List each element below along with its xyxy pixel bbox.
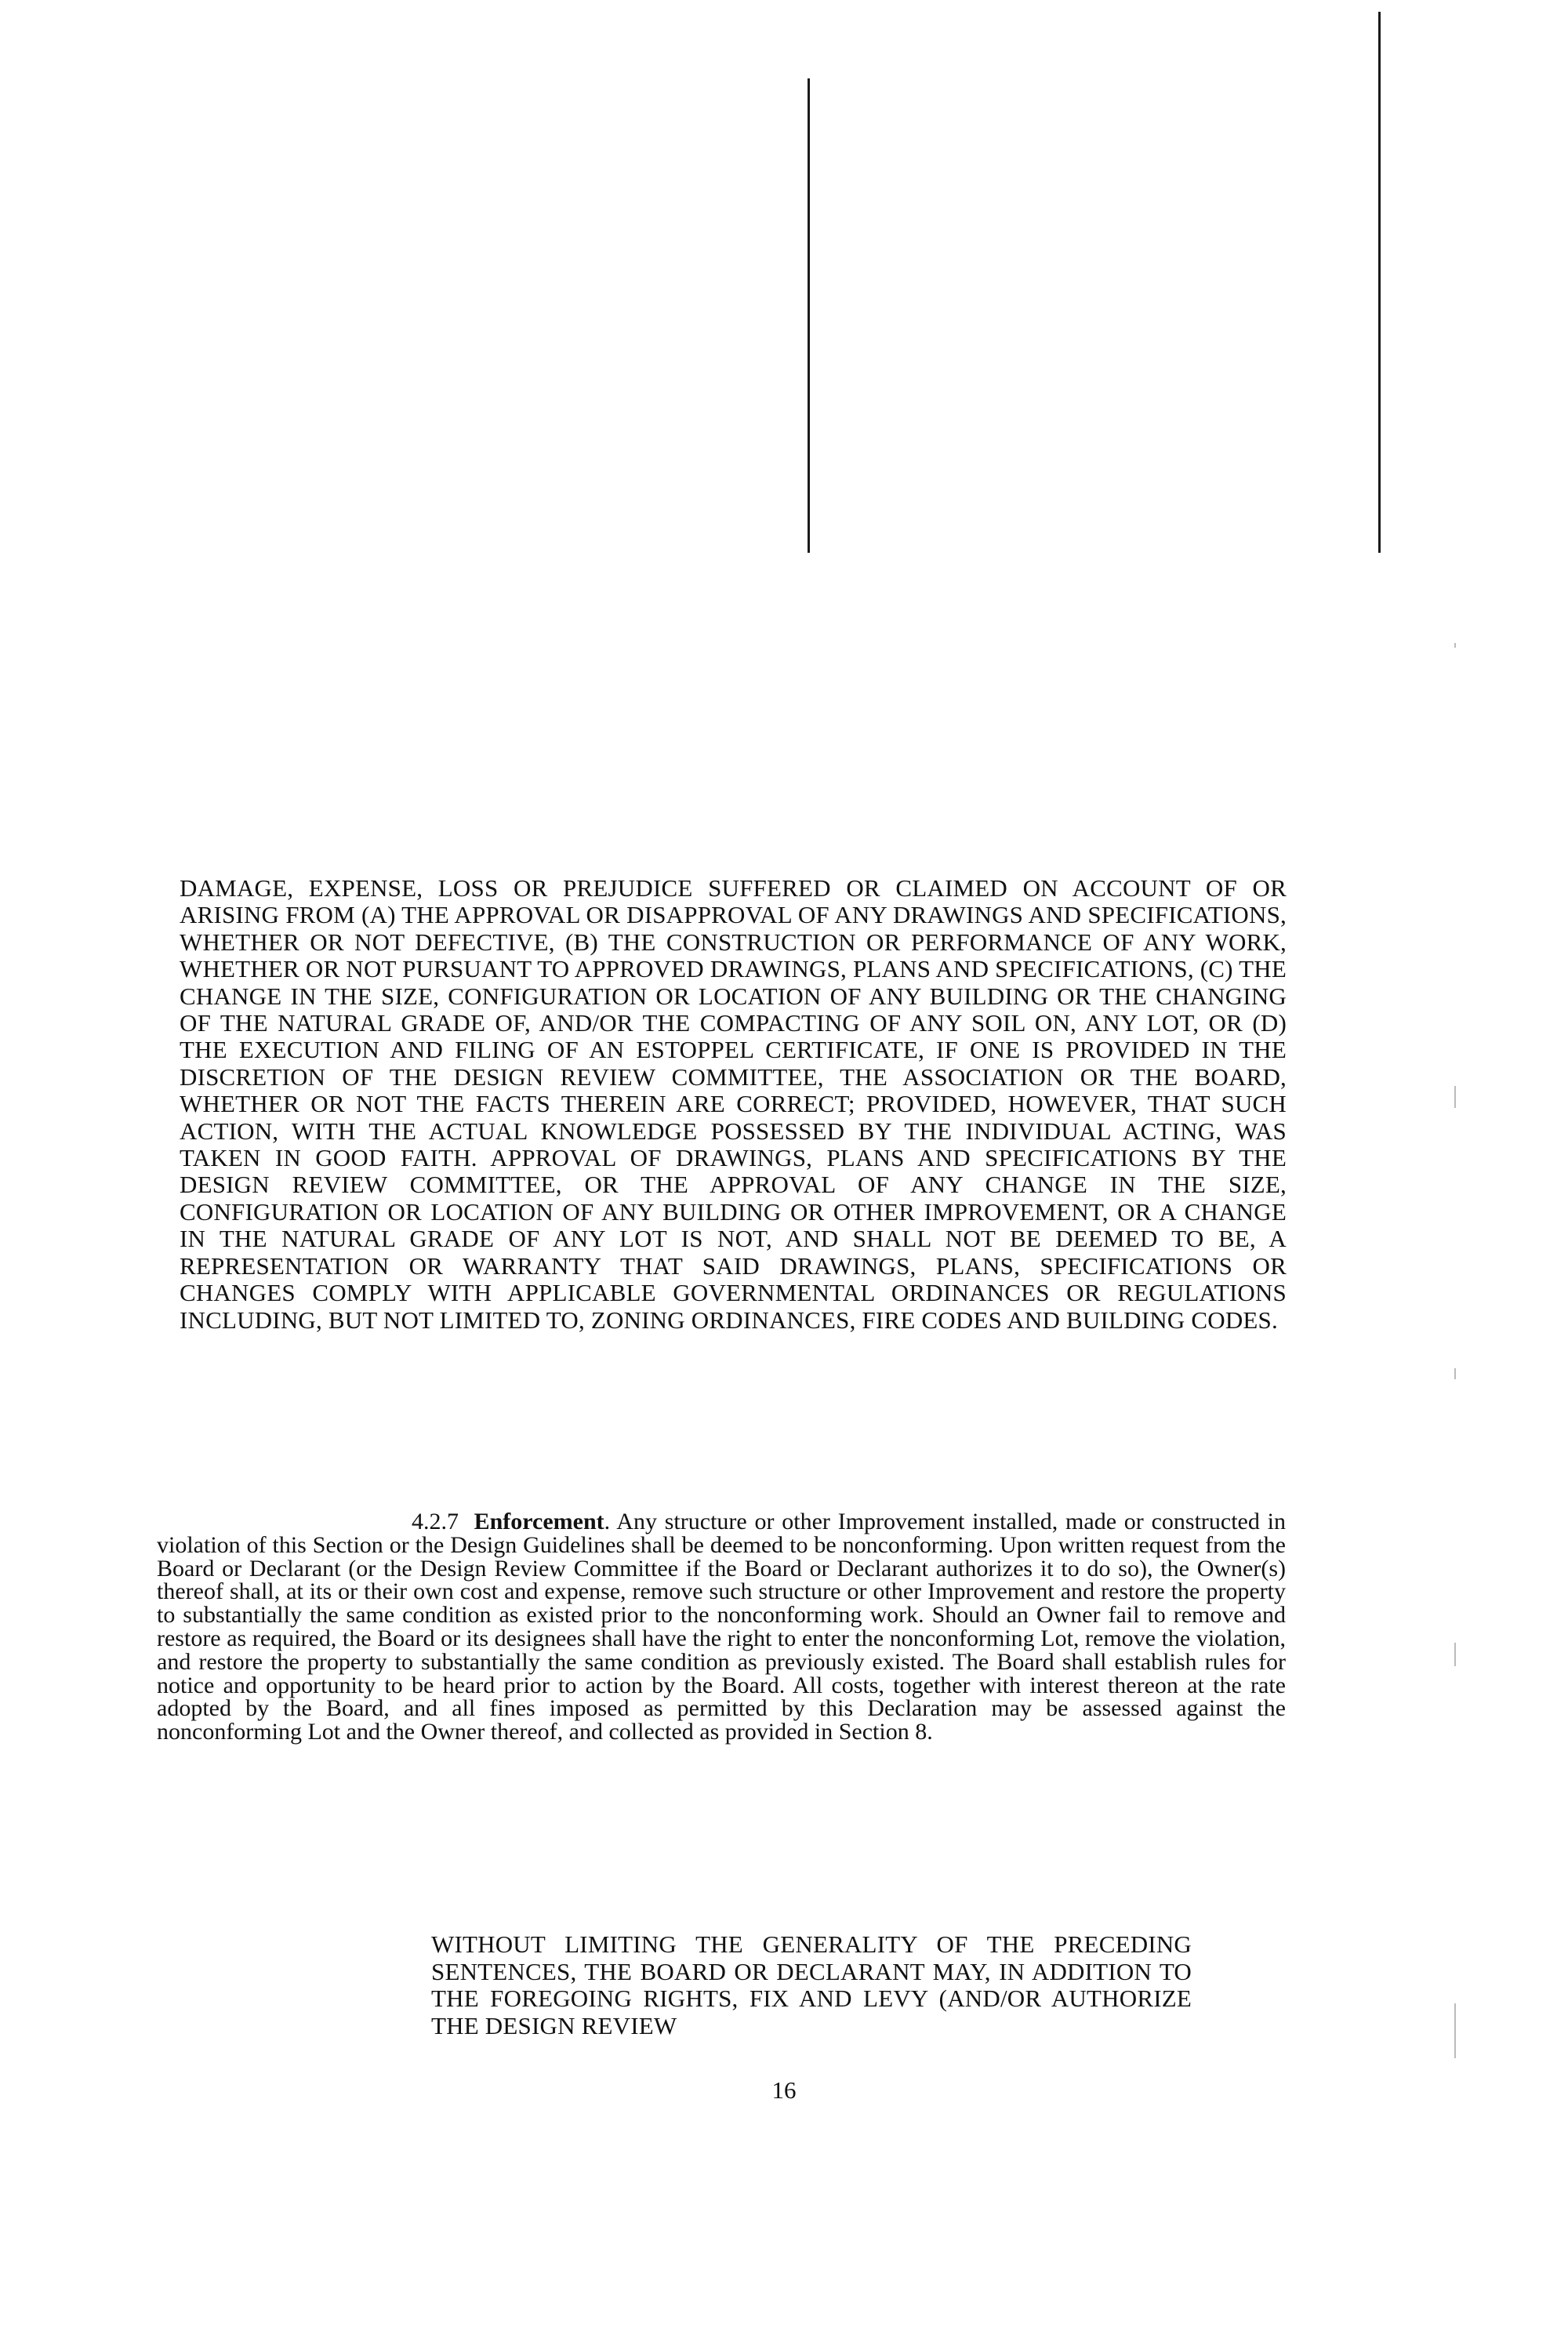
margin-speck [1454,1643,1456,1666]
page-number: 16 [771,2076,797,2104]
caps-paragraph: DAMAGE, EXPENSE, LOSS OR PREJUDICE SUFFERED OR CLAIMED ON ACCOUNT OF OR ARISING FROM (A) THE APPROVAL OR DISAPPROVAL OF ANY DRAWINGS AND SPECIFICATIONS, WHETHER OR NOT DEFECTIVE, (B) THE CONSTRUCTION OR PERFORMANCE OF ANY WORK, WHETHER OR NOT PURSUANT TO APPROVED DRAWINGS, PLANS AND SPECIFICATIONS, (C) THE CHANGE IN THE SIZE, CONFIGURATION OR LOCATION OF ANY BUILDING OR THE CHANGING OF THE NATURAL GRADE OF, AND/OR THE COMPACTING OF ANY SOIL ON, ANY LOT, OR (D) THE EXECUTION AND FILING OF AN ESTOPPEL CERTIFICATE, IF ONE IS PROVIDED IN THE DISCRETION OF THE DESIGN REVIEW COMMITTEE, THE ASSOCIATION OR THE BOARD, WHETHER OR NOT THE FACTS THEREIN ARE CORRECT; PROVIDED, HOWEVER, THAT SUCH ACTION, WITH THE ACTUAL KNOWLEDGE POSSESSED BY THE INDIVIDUAL ACTING, WAS TAKEN IN GOOD FAITH. APPROVAL OF DRAWINGS, PLANS AND SPECIFICATIONS BY THE DESIGN REVIEW COMMITTEE, OR THE APPROVAL OF ANY CHANGE IN THE SIZE, CONFIGURATION OR LOCATION OF ANY BUILDING OR OTHER IMPROVEMENT, OR A CHANGE IN THE NATURAL GRADE OF ANY LOT IS NOT, AND SHALL NOT BE DEEMED TO BE, A REPRESENTATION OR WARRANTY THAT SAID DRAWINGS, PLANS, SPECIFICATIONS OR CHANGES COMPLY WITH APPLICABLE GOVERNMENTAL ORDINANCES OR REGULATIONS INCLUDING, BUT NOT LIMITED TO, ZONING ORDINANCES, FIRE CODES AND BUILDING CODES. [180,874,1287,1334]
section-heading: Enforcement [474,1509,604,1534]
section-body: Any structure or other Improvement installed, made or constructed in violation of this Section or the Design Guidelines shall be deemed to be nonconforming. Upon written request from the Board or Declarant (or the Design Review Committee if the Board or Declarant authorizes it to do so), the Owner(s) thereof shall, at its or their own cost and expense, remove such structure or other Improvement and restore the property to substantially the same condition as existed prior to the nonconforming work. Should an Owner fail to remove and restore as required, the Board or its designees shall have the right to enter the nonconforming Lot, remove the violation, and restore the property to substantially the same condition as previously existed. The Board shall establish rules for notice and opportunity to be heard prior to action by the Board. All costs, together with interest thereon at the rate adopted by the Board, and all fines imposed as permitted by this Declaration may be assessed against the nonconforming Lot and the Owner thereof, and collected as provided in Section 8. [157,1509,1286,1745]
margin-speck [1454,643,1456,648]
section-number: 4.2.7 [412,1509,459,1534]
scan-vertical-line-left [808,78,810,553]
margin-speck [1454,2003,1456,2058]
scan-vertical-line-right [1378,12,1381,553]
section-4-2-7: 4.2.7 Enforcement. Any structure or other Improvement installed, made or constructed in violation of this Section or the Design Guidelines shall be deemed to be nonconforming. Upon written request from the Board or Declarant (or the Design Review Committee if the Board or Declarant authorizes it to do so), the Owner(s) thereof shall, at its or their own cost and expense, remove such structure or other Improvement and restore the property to substantially the same condition as existed prior to the nonconforming work. Should an Owner fail to remove and restore as required, the Board or its designees shall have the right to enter the nonconforming Lot, remove the violation, and restore the property to substantially the same condition as previously existed. The Board shall establish rules for notice and opportunity to be heard prior to action by the Board. All costs, together with interest thereon at the rate adopted by the Board, and all fines imposed as permitted by this Declaration may be assessed against the nonconforming Lot and the Owner thereof, and collected as provided in Section 8. [157,1509,1286,1745]
margin-speck [1454,1086,1456,1108]
margin-speck [1454,1368,1456,1379]
caps-tail-paragraph: WITHOUT LIMITING THE GENERALITY OF THE PRECEDING SENTENCES, THE BOARD OR DECLARANT MAY, IN ADDITION TO THE FOREGOING RIGHTS, FIX AND LEVY (AND/OR AUTHORIZE THE DESIGN REVIEW [431,1930,1192,2039]
